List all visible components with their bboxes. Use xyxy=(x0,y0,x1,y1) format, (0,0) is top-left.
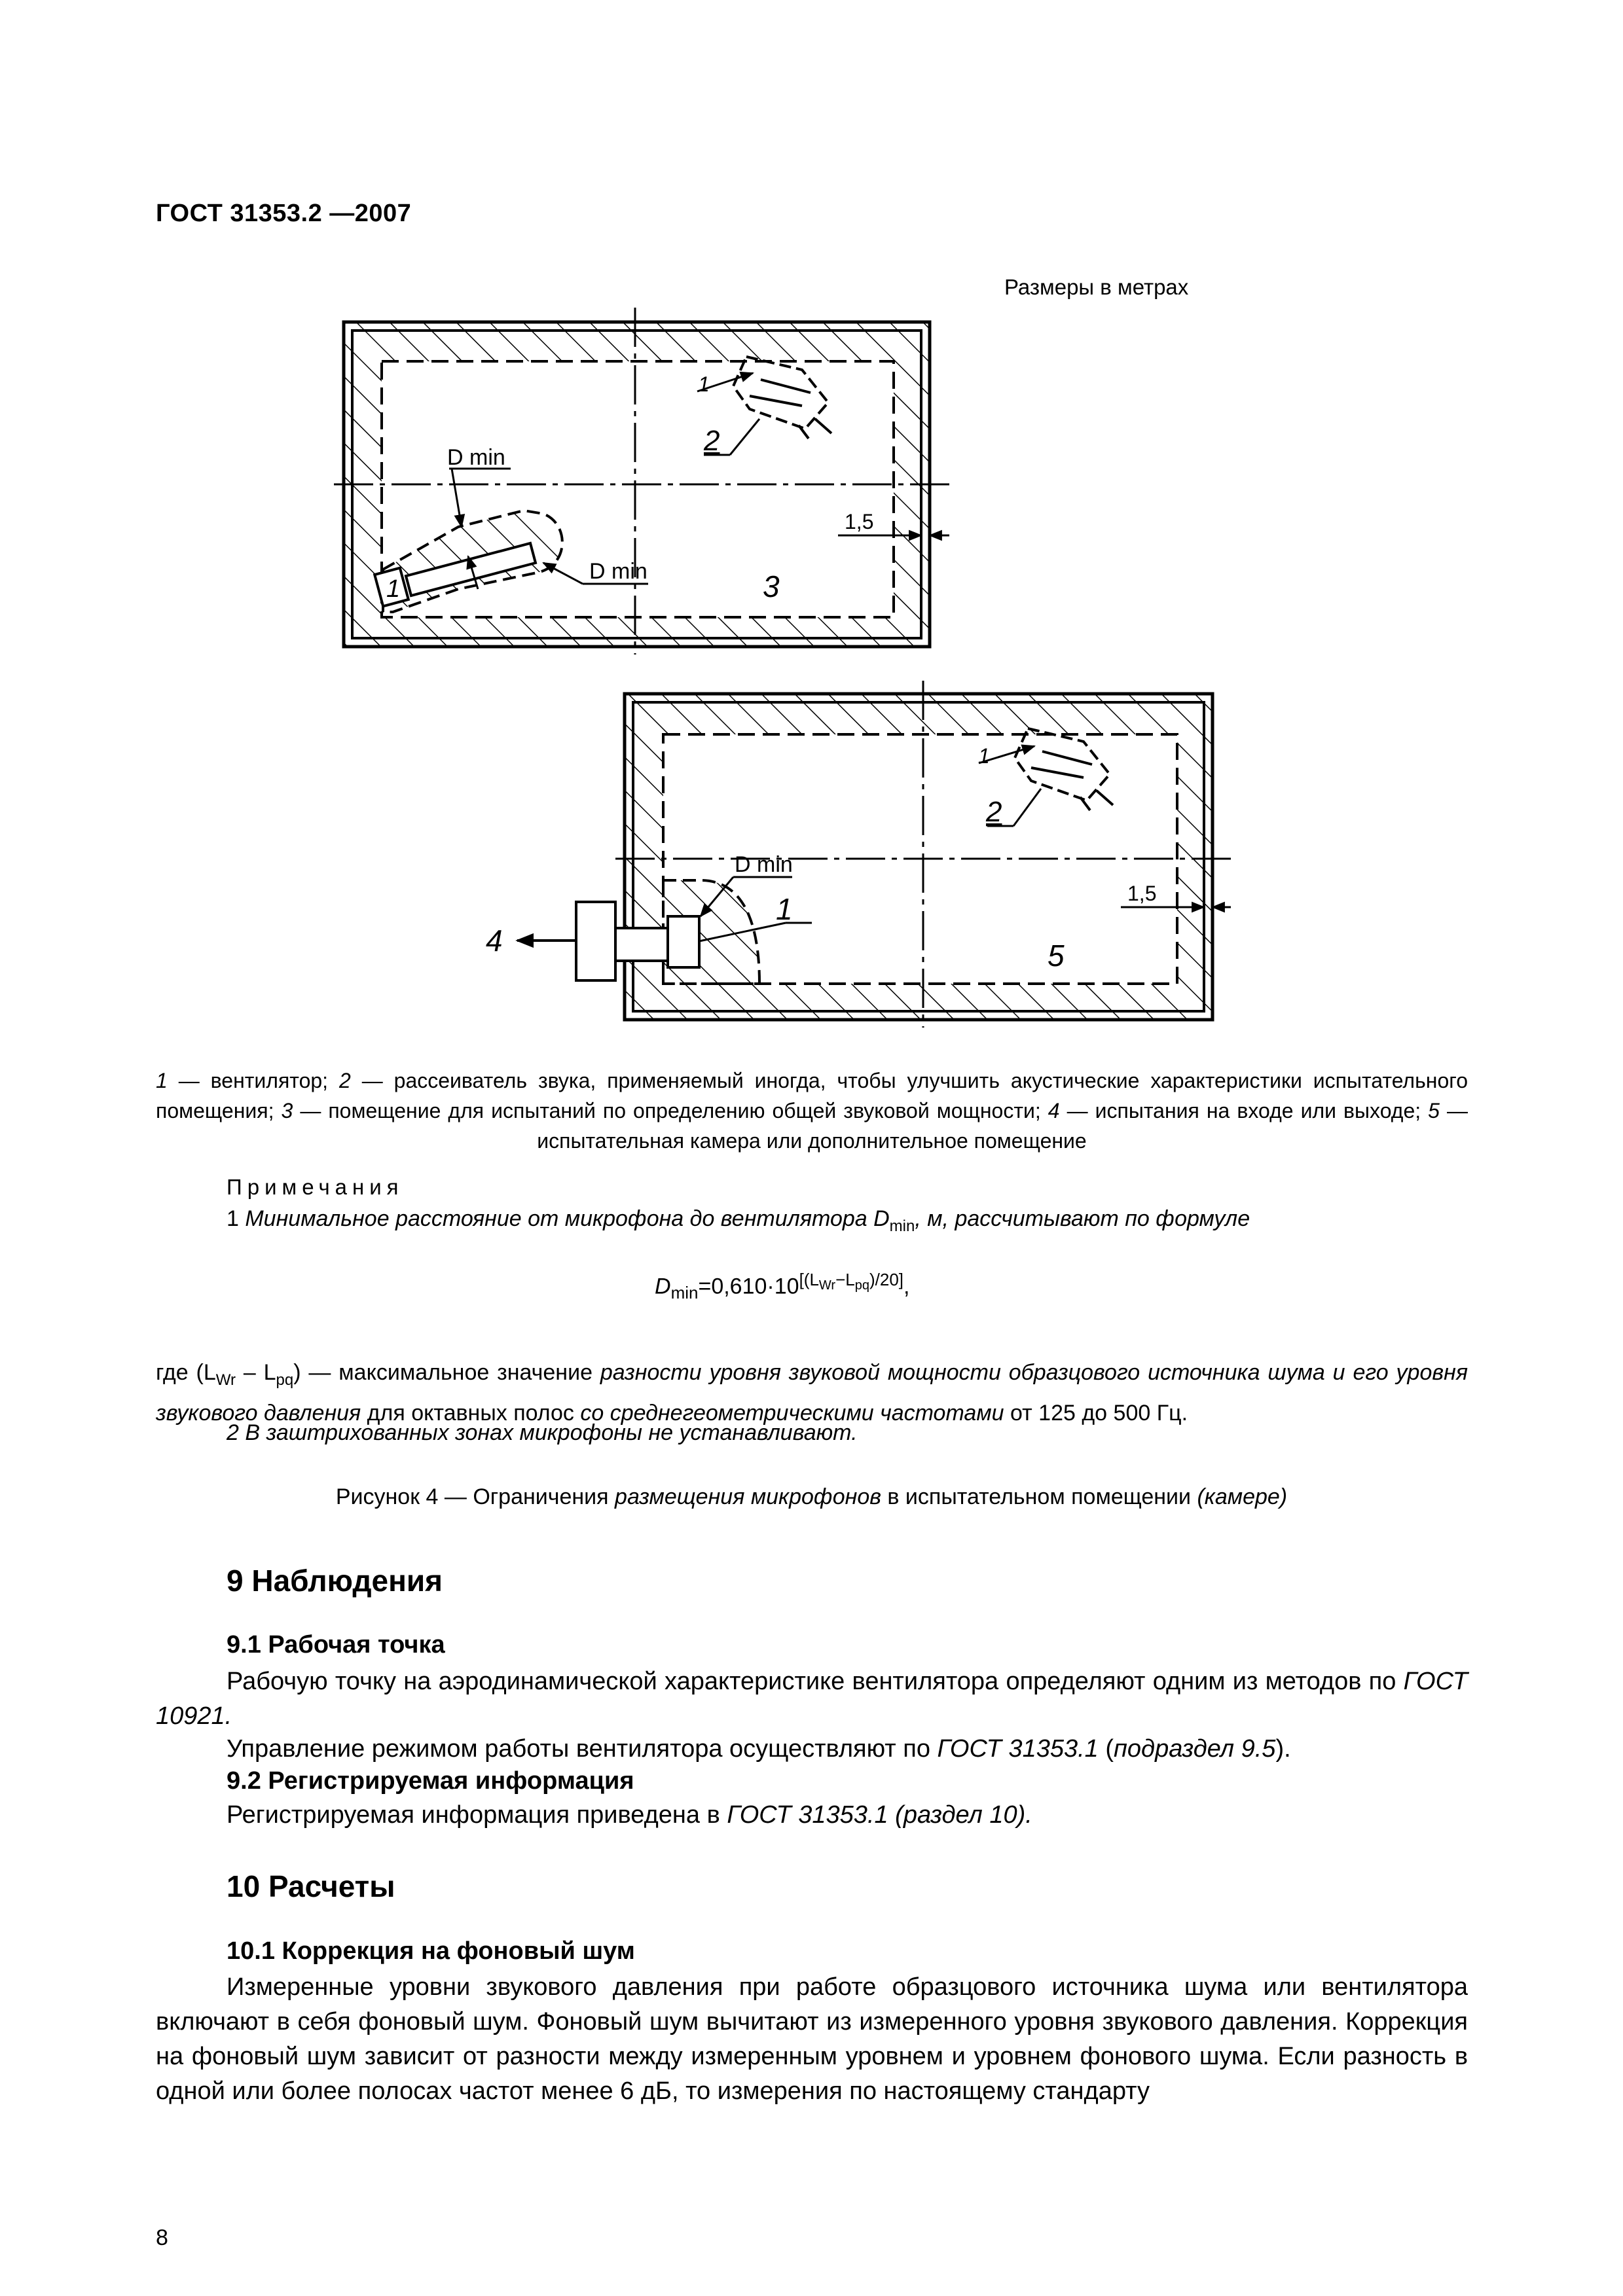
note-1: 1 Минимальное расстояние от микрофона до вентилятора $D_{min}$, м, рассчитывают по формуле xyxy=(227,1206,1250,1235)
label-1-fan: 1 xyxy=(386,575,401,603)
section-9-2-heading: 9.2 Регистрируемая информация xyxy=(227,1767,634,1795)
figure-4-diagram xyxy=(0,0,1623,1060)
label-1-bottom-diffuser: 1 xyxy=(978,744,990,768)
label-2-bottom: 2 xyxy=(986,796,1002,828)
section-9-1-control: Управление режимом работы вентилятора осуществляют по ГОСТ 31353.1 (подраздел 9.5). xyxy=(227,1735,1291,1763)
section-10-heading: 10 Расчеты xyxy=(227,1869,395,1903)
test-room-diagram xyxy=(334,308,949,655)
label-dmin-chamber: D min xyxy=(735,852,793,877)
document-header: ГОСТ 31353.2 —2007 xyxy=(156,200,412,227)
note-2: 2 В заштрихованных зонах микрофоны не устанавливают. xyxy=(227,1420,858,1445)
label-dim-top: 1,5 xyxy=(845,510,874,533)
label-dmin-bottom: D min xyxy=(589,559,647,584)
label-dim-bottom: 1,5 xyxy=(1127,882,1157,905)
label-1-top: 1 xyxy=(698,372,710,396)
section-9-2-paragraph: Регистрируемая информация приведена в ГОСТ 31353.1 (раздел 10). xyxy=(227,1801,1032,1829)
label-2-top: 2 xyxy=(704,425,720,457)
page-number: 8 xyxy=(156,2225,168,2250)
section-9-1-heading: 9.1 Рабочая точка xyxy=(227,1631,445,1659)
section-10-1-paragraph: Измеренные уровни звукового давления при работе образцового источника шума или вентилятора включают в себя фоновый шум. Фоновый шум вычитают из измеренного уровня звукового давления. Коррекция на фоновый шум зависит от разности между измеренным уровнем и уровнем фонового шума. Если разность в одной или более полосах частот менее 6 дБ, то измерения по настоящему стандарту xyxy=(156,1973,1468,2105)
notes-title: Примечания xyxy=(227,1175,404,1199)
label-3: 3 xyxy=(763,569,780,603)
label-4: 4 xyxy=(486,924,503,958)
test-chamber-diagram xyxy=(486,681,1231,1028)
label-5: 5 xyxy=(1048,939,1065,973)
label-dmin-top: D min xyxy=(447,445,505,470)
formula-dmin: $D_{min}=0,610\cdot 10[(LWr-Lpq)/20]$, xyxy=(655,1270,910,1303)
section-9-1-paragraph: Рабочую точку на аэродинамической характеристике вентилятора определяют одним из методов по ГОСТ 10921. xyxy=(156,1668,1468,1730)
label-1-chamber-fan: 1 xyxy=(776,892,793,926)
section-9-heading: 9 Наблюдения xyxy=(227,1564,443,1598)
dimensions-note: Размеры в метрах xyxy=(1004,275,1189,299)
figure-caption: Рисунок 4 — Ограничения размещения микрофонов в испытательном помещении (камере) xyxy=(335,1484,1288,1509)
section-10-1-heading: 10.1 Коррекция на фоновый шум xyxy=(227,1937,635,1965)
formula-explanation: где $(L_{Wr} - L_{pq})$ — максимальное значение разности уровня звуковой мощности образцового источника шума и его уровня звукового давления для октавных полос со среднегеометрическими частотами от 125 до 500 Гц. xyxy=(156,1360,1468,1426)
figure-legend: 1 — вентилятор; 2 — рассеиватель звука, применяемый иногда, чтобы улучшить акустические характеристики испытательного помещения; 3 — помещение для испытаний по определению общей звуковой мощности; 4 — испытания на входе или выходе; 5 — испытательная камера или дополнительное помещение xyxy=(156,1069,1468,1153)
